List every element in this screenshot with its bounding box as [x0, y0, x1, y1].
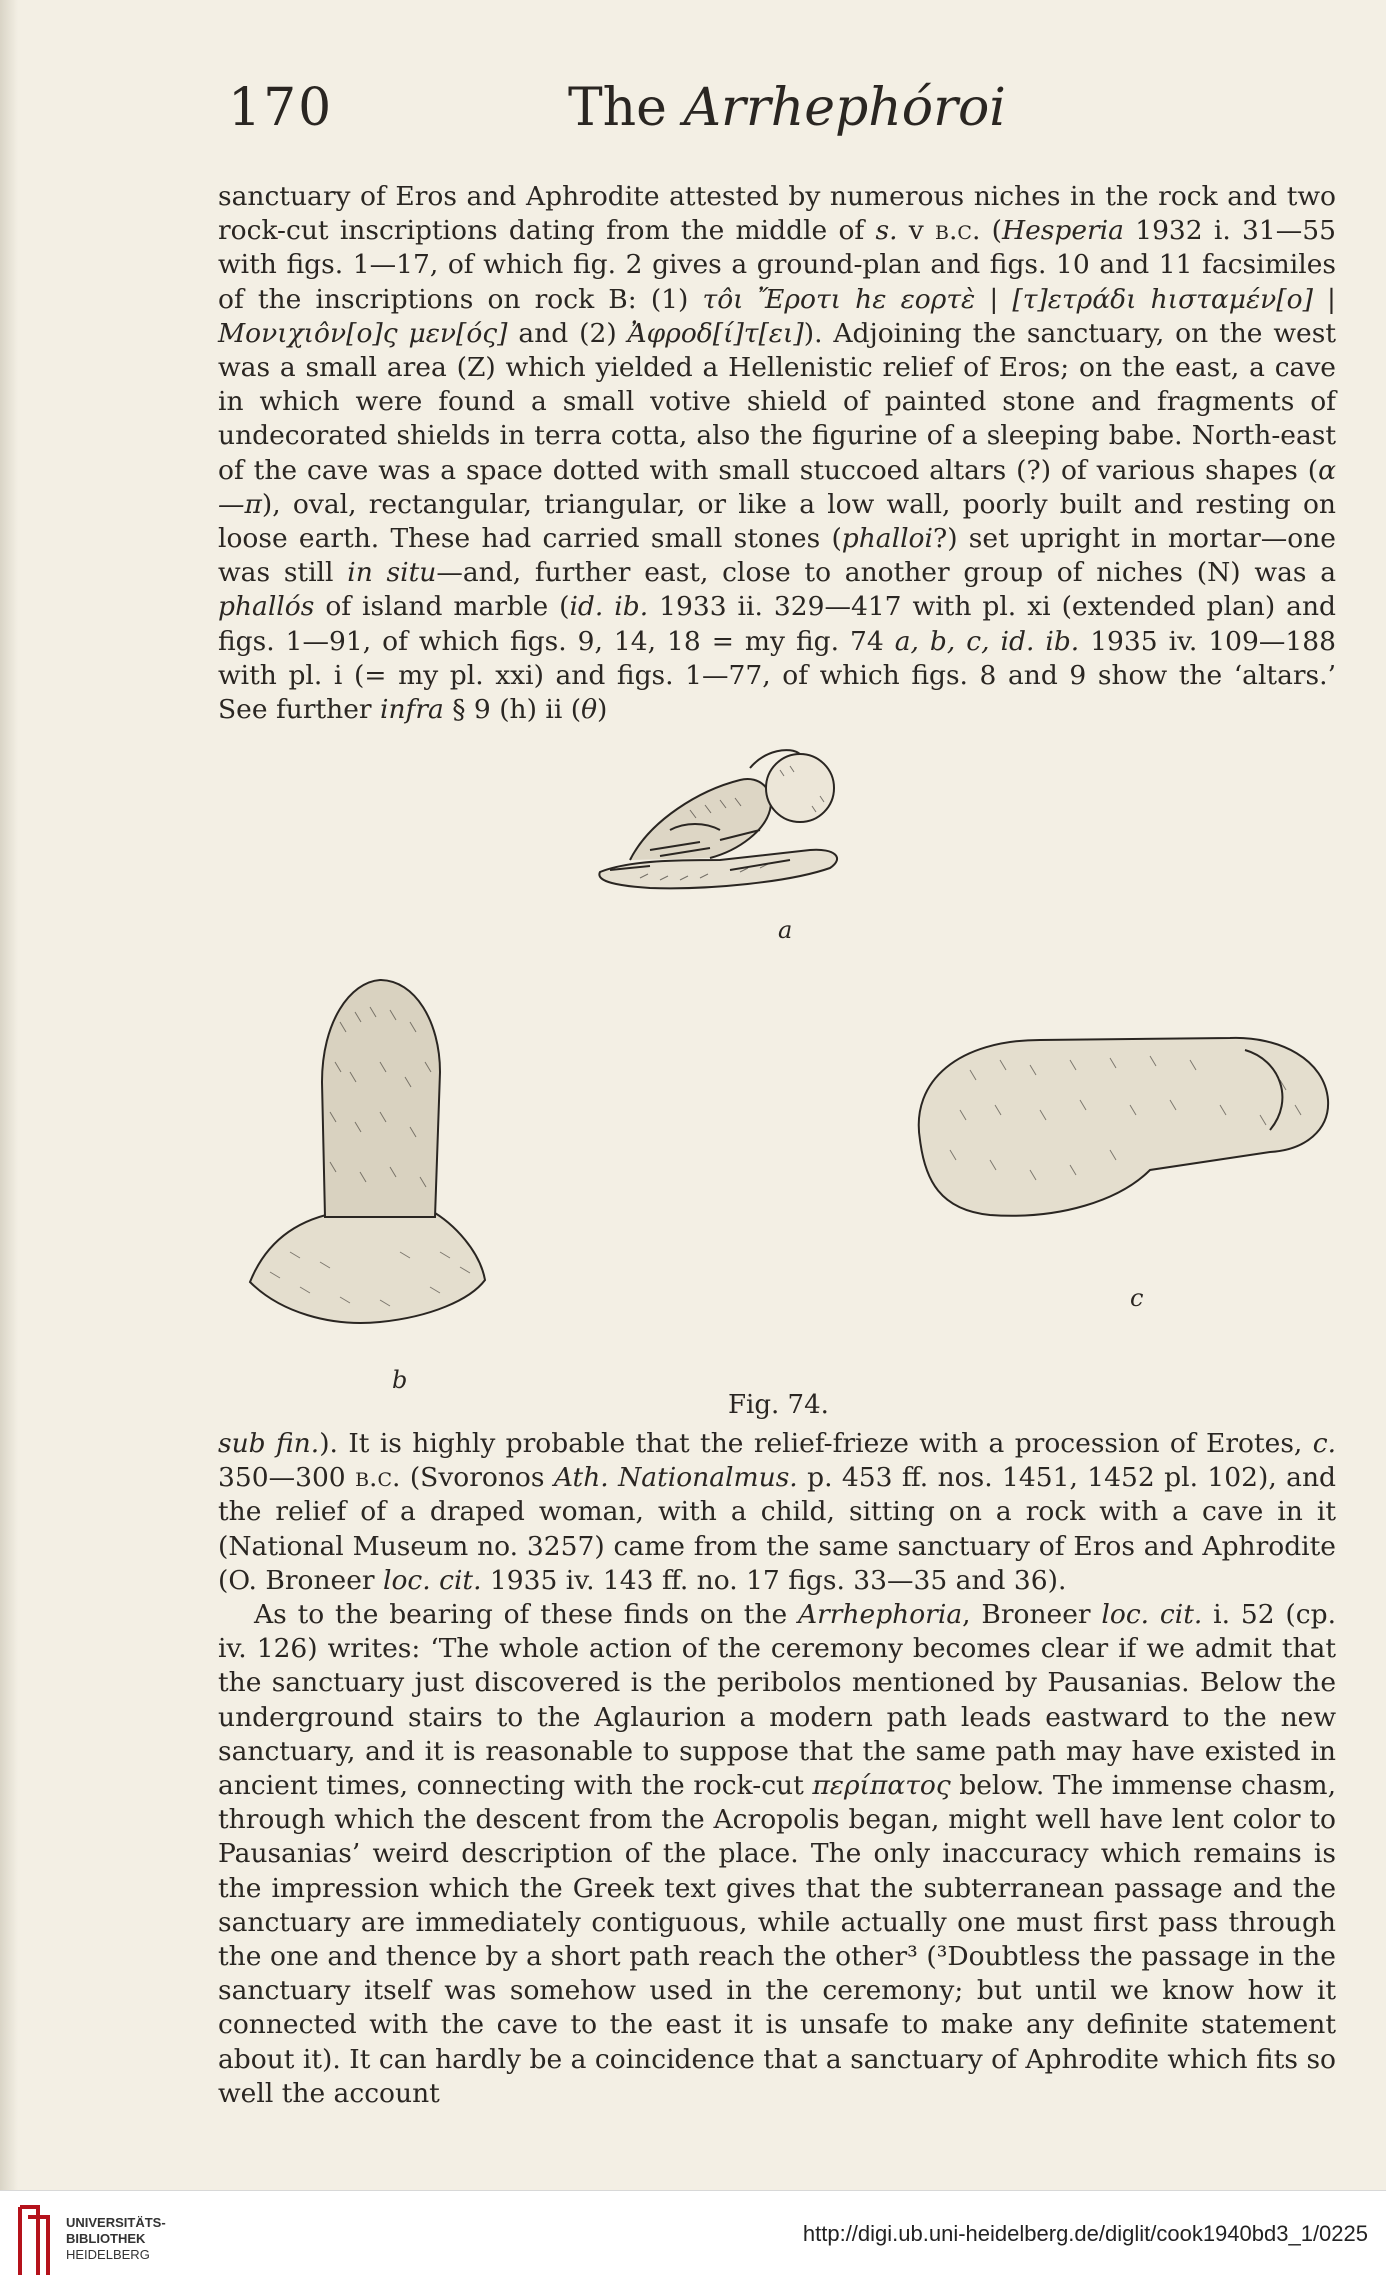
text-run: (Svoronos: [400, 1462, 554, 1494]
paragraph: [218, 1427, 1336, 1598]
text-run: ). It is highly probable that the relief-frieze with a procession of Erotes,: [319, 1428, 1313, 1459]
running-title-prefix: The: [568, 78, 684, 138]
library-name-line: HEIDELBERG: [66, 2247, 150, 2262]
text-run: 350—300: [218, 1462, 356, 1494]
italic-run: Ath. Nationalmus.: [553, 1462, 798, 1494]
text-run: ): [597, 694, 608, 726]
body-text-top: [218, 180, 1336, 727]
running-header: [228, 70, 1348, 150]
viewer-footer: [0, 2190, 1386, 2293]
italic-run: Hesperia: [1001, 215, 1124, 247]
stone-phallos-drawing: [230, 962, 490, 1362]
scan-shadow-edge: [0, 0, 18, 2190]
text-run: 1935 iv. 143 ff. no. 17 figs. 33—35 and 36).: [481, 1564, 1067, 1596]
body-text-bottom: [218, 1427, 1336, 2111]
text-run: ). Adjoining the sanctuary, on the west was a small area (Z) which yielded a Hellenistic relief of Eros; on the east, a cave in which were found a small votive shield of painted stone and fragments of undecorated shields in terra cotta, also the figurine of a sleeping babe. North-east of the cave was a space dotted with small stuccoed altars (?) of various shapes (: [218, 317, 1336, 486]
text-run: § 9 (h) ii (: [443, 694, 582, 726]
italic-run: περίπατος: [812, 1770, 951, 1802]
library-name: [66, 2215, 166, 2263]
text-run: i. 52 (cp. iv. 126) writes: ‘The whole action of the ceremony becomes clear if we admit that the sanctuary just discovered is the peribolos mentioned by Pausanias. Below the underground stairs to the Aglaurion a modern path leads eastward to the new sanctuary, and it is reasonable to suppose that the same path may have existed in ancient times, connecting with the rock-cut: [218, 1599, 1336, 1802]
italic-run: α—π: [218, 454, 1336, 520]
figure-label-c: c: [1130, 1284, 1144, 1312]
italic-run: sub fin.: [218, 1428, 320, 1459]
small-caps-run: b.c.: [355, 1462, 401, 1494]
italic-run: a, b, c, id. ib.: [894, 625, 1080, 657]
text-run: ?) set upright in mortar—one was still: [218, 523, 1336, 589]
italic-run: Arrhephoria: [797, 1599, 963, 1631]
italic-run: c.: [1312, 1428, 1336, 1459]
library-name-line: UNIVERSITÄTS-: [66, 2215, 166, 2230]
text-run: below. The immense chasm, through which the descent from the Acropolis began, might well have lent color to Pausanias’ weird description of the place. The only inaccuracy which remains is the impression which the Greek text gives that the subterranean passage and the sanctuary are immediately contiguous, while actually one must first pass through the one and thence by a short path reach the other³ (³Doubtless the passage in the sanctuary itself was somehow used in the ceremony; but until we know how it connected with the cave to the east it is unsafe to make any definite statement about it). It can hardly be a coincidence that a sanctuary of Aphrodite which fits so well the account: [218, 1770, 1336, 2109]
text-run: ), oval, rectangular, triangular, or like a low wall, poorly built and resting on loose earth. These had carried small stones (: [218, 488, 1336, 555]
sleeping-babe-figurine-drawing: [590, 710, 850, 910]
text-run: , Broneer: [962, 1599, 1102, 1631]
italic-run: Ἀφροδ[ί]τ[ει]: [627, 317, 804, 349]
italic-run: phallós: [218, 591, 315, 623]
running-title-italic: Arrhephóroi: [683, 78, 1006, 138]
paragraph: [218, 180, 1336, 727]
page-number: 170: [228, 78, 334, 138]
text-run: and (2): [507, 317, 628, 349]
italic-run: loc. cit.: [382, 1564, 482, 1596]
text-run: 1935 iv. 109—188 with pl. i (= my pl. xxi) and figs. 1—77, of which figs. 8 and 9 show the ‘altars.’ See further: [218, 625, 1336, 726]
paragraph: [218, 1598, 1336, 2111]
figure-label-b: b: [392, 1366, 408, 1394]
italic-run: phalloi: [841, 523, 933, 555]
italic-run: infra: [379, 694, 444, 726]
text-run: sanctuary of Eros and Aphrodite attested by numerous niches in the rock and two rock-cut inscriptions dating from the middle of: [218, 181, 1336, 247]
text-run: of island marble (: [314, 591, 570, 623]
text-run: —and, further east, close to another group of niches (N) was a: [436, 557, 1337, 589]
figure-74: [220, 700, 1340, 1420]
source-url-link[interactable]: http://digi.ub.uni-heidelberg.de/diglit/cook1940bd3_1/0225: [802, 2221, 1368, 2246]
text-run: 1933 ii. 329—417 with pl. xi (extended plan) and figs. 1—91, of which figs. 9, 14, 18 = my fig. 74: [218, 591, 1336, 657]
library-logo-icon: [14, 2201, 58, 2281]
text-run: (: [980, 215, 1002, 247]
italic-run: in situ: [347, 557, 437, 589]
figure-label-a: a: [778, 916, 793, 944]
italic-run: θ: [581, 694, 598, 726]
figure-caption: Fig. 74.: [728, 1390, 829, 1420]
italic-run: τôι Ἔροτι hε εορτὲ | [τ]ετράδι hισταμέν[ο] | Μονιχιôν[ο]ς μεν[ός]: [218, 283, 1336, 349]
running-title: [568, 78, 1006, 138]
marble-phallos-drawing: [900, 1020, 1340, 1240]
italic-run: s.: [875, 215, 898, 247]
text-run: p. 453 ff. nos. 1451, 1452 pl. 102), and the relief of a draped woman, with a child, sitting on a rock with a cave in it (National Museum no. 3257) came from the same sanctuary of Eros and Aphrodite (O. Broneer: [218, 1462, 1336, 1596]
text-run: v: [897, 215, 936, 247]
library-name-line: BIBLIOTHEK: [66, 2231, 146, 2246]
italic-run: loc. cit.: [1101, 1599, 1203, 1631]
text-run: As to the bearing of these finds on the: [254, 1599, 798, 1631]
small-caps-run: b.c.: [935, 215, 981, 247]
text-run: 1932 i. 31—55 with figs. 1—17, of which fig. 2 gives a ground-plan and figs. 10 and 11 facsimiles of the inscriptions on rock B: (1): [218, 215, 1336, 315]
italic-run: id. ib.: [569, 591, 649, 623]
